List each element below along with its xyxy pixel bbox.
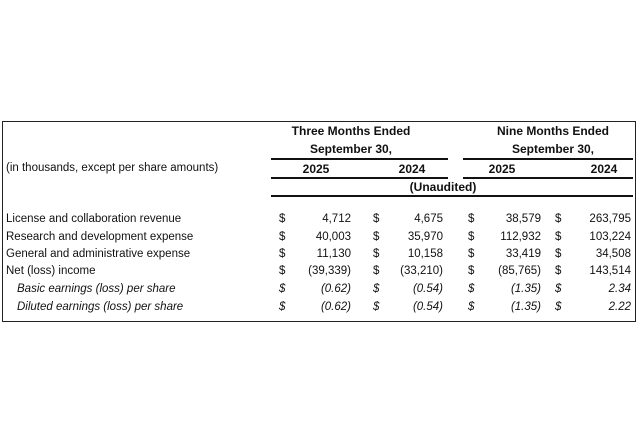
currency-symbol: $ — [279, 248, 286, 260]
value-cell: 34,508 — [595, 248, 631, 260]
year-header: 2024 — [398, 162, 426, 176]
currency-symbol: $ — [279, 231, 286, 243]
currency-symbol: $ — [555, 265, 562, 277]
value-cell: 33,419 — [505, 248, 541, 260]
value-cell: 2.22 — [608, 301, 631, 313]
currency-symbol: $ — [279, 283, 286, 295]
year-header: 2025 — [302, 162, 330, 176]
currency-symbol: $ — [279, 265, 286, 277]
currency-symbol: $ — [373, 231, 380, 243]
year-rule-left — [271, 177, 448, 179]
header-rule-left — [271, 158, 448, 160]
currency-symbol: $ — [373, 301, 380, 313]
year-header: 2024 — [590, 162, 618, 176]
currency-symbol: $ — [279, 213, 286, 225]
value-cell: 103,224 — [589, 231, 631, 243]
row-label: Net (loss) income — [6, 265, 96, 277]
currency-symbol: $ — [555, 231, 562, 243]
value-cell: (1.35) — [510, 283, 541, 295]
currency-symbol: $ — [373, 283, 380, 295]
value-cell: 40,003 — [315, 231, 351, 243]
row-label: Research and development expense — [6, 231, 194, 243]
value-cell: (1.35) — [510, 301, 541, 313]
currency-symbol: $ — [468, 301, 475, 313]
currency-symbol: $ — [279, 301, 286, 313]
three-months-header: Three Months Ended — [291, 124, 411, 138]
header-rule-right — [463, 158, 633, 160]
value-cell: 35,970 — [407, 231, 443, 243]
value-cell: 11,130 — [316, 248, 351, 260]
value-cell: (39,339) — [308, 265, 351, 277]
value-cell: 143,514 — [589, 265, 631, 277]
value-cell: 4,712 — [322, 213, 351, 225]
units-note: (in thousands, except per share amounts) — [6, 162, 219, 174]
nine-months-header: Nine Months Ended — [497, 124, 609, 138]
value-cell: 38,579 — [505, 213, 541, 225]
currency-symbol: $ — [555, 248, 562, 260]
currency-symbol: $ — [555, 301, 562, 313]
currency-symbol: $ — [555, 283, 562, 295]
value-cell: (0.62) — [320, 301, 351, 313]
row-label: License and collaboration revenue — [6, 213, 182, 225]
unaudited-note: (Unaudited) — [409, 180, 477, 194]
financial-table — [2, 121, 636, 322]
year-header: 2025 — [488, 162, 516, 176]
value-cell: (33,210) — [400, 265, 443, 277]
row-label: Diluted earnings (loss) per share — [17, 301, 184, 313]
year-rule-right — [463, 177, 633, 179]
value-cell: (85,765) — [498, 265, 541, 277]
row-label: General and administrative expense — [6, 248, 191, 260]
value-cell: 10,158 — [407, 248, 443, 260]
value-cell: (0.62) — [320, 283, 351, 295]
three-months-subheader: September 30, — [309, 142, 393, 156]
currency-symbol: $ — [468, 248, 475, 260]
value-cell: (0.54) — [412, 283, 443, 295]
currency-symbol: $ — [468, 231, 475, 243]
value-cell: 112,932 — [500, 231, 541, 243]
row-label: Basic earnings (loss) per share — [17, 283, 176, 295]
currency-symbol: $ — [468, 265, 475, 277]
currency-symbol: $ — [373, 265, 380, 277]
value-cell: 263,795 — [589, 213, 631, 225]
value-cell: 4,675 — [414, 213, 443, 225]
currency-symbol: $ — [468, 283, 475, 295]
value-cell: (0.54) — [412, 301, 443, 313]
currency-symbol: $ — [373, 248, 380, 260]
currency-symbol: $ — [468, 213, 475, 225]
currency-symbol: $ — [555, 213, 562, 225]
nine-months-subheader: September 30, — [511, 142, 595, 156]
unaudited-rule — [271, 195, 633, 197]
currency-symbol: $ — [373, 213, 380, 225]
value-cell: 2.34 — [608, 283, 631, 295]
